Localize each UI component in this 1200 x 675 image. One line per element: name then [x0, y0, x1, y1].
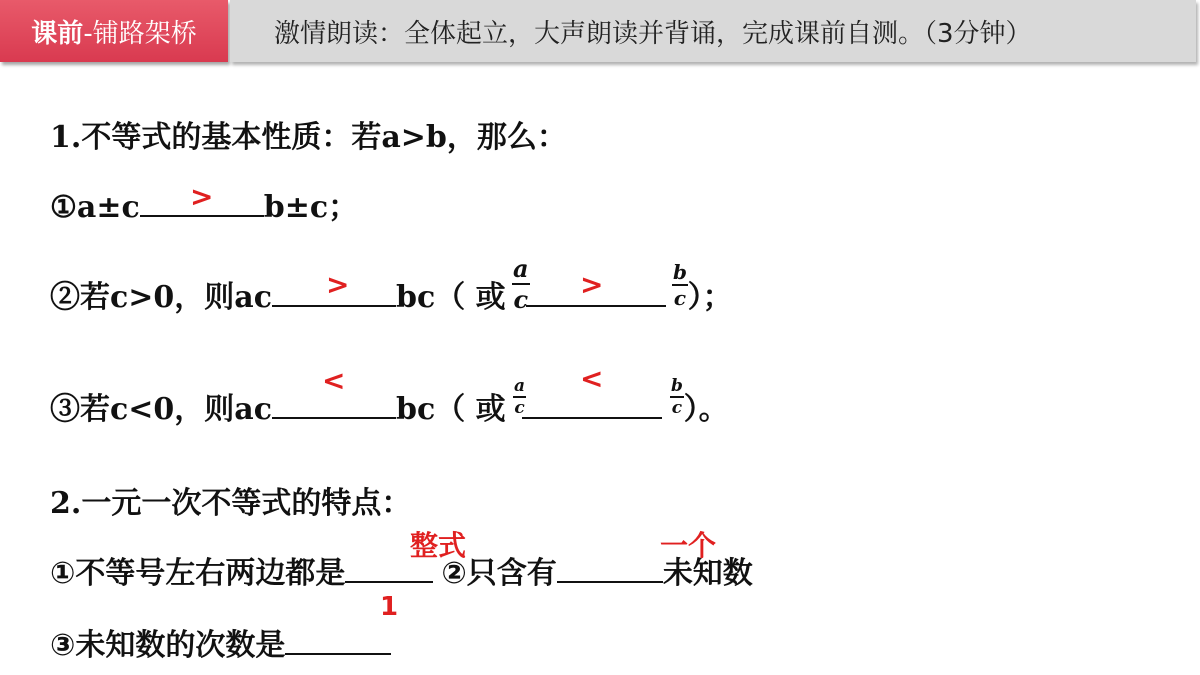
- item2-answer1: >: [326, 268, 350, 301]
- item3-frac-a: [513, 376, 526, 418]
- s2-item1-prefix: ①不等号左右两边都是: [50, 556, 346, 591]
- header-bar: [0, 0, 1196, 64]
- s2-item2-answer: 一个: [660, 529, 717, 562]
- item2-prefix: ②若c>0，则ac: [50, 280, 272, 315]
- instruction-text: 激情朗读：全体起立，大声朗读并背诵，完成课前自测。（3分钟）: [230, 0, 1196, 62]
- item2-answer2: >: [580, 268, 604, 301]
- item1-prefix: ①a±c: [50, 190, 140, 225]
- s2-item2-blank: [557, 551, 663, 583]
- s2-item3-blank: [285, 623, 391, 655]
- item3-line: [50, 384, 729, 428]
- s2-item1-answer: 整式: [410, 529, 467, 562]
- item3-answer1: <: [322, 364, 346, 397]
- tag-bold: 课前: [31, 18, 84, 49]
- frac-num: a: [513, 254, 529, 283]
- item2-frac-a: [512, 254, 530, 314]
- item3-end: ）。: [683, 392, 729, 427]
- frac-den: c: [671, 398, 683, 418]
- item1-suffix: b±c；: [263, 190, 359, 225]
- item3-frac-b: [670, 376, 684, 418]
- s2-item3-line: [50, 620, 391, 664]
- frac-num: b: [673, 260, 687, 284]
- item3-mid: bc（ 或: [395, 392, 506, 427]
- section-tag: [0, 0, 228, 62]
- item2-line: [50, 272, 733, 316]
- frac-num: b: [671, 376, 683, 396]
- item2-mid: bc（ 或: [395, 280, 506, 315]
- s2-item2-prefix: ②只含有: [441, 556, 557, 591]
- item3-answer2: <: [580, 362, 604, 395]
- section1-title: 1.不等式的基本性质：若a>b，那么：: [50, 120, 567, 155]
- frac-den: c: [514, 398, 525, 418]
- item2-frac-b: [672, 260, 688, 310]
- s2-item3-answer: 1: [380, 592, 399, 622]
- item3-prefix: ③若c<0，则ac: [50, 392, 272, 427]
- s2-item3-prefix: ③未知数的次数是: [50, 628, 286, 663]
- item1-answer: >: [190, 180, 214, 213]
- frac-num: a: [514, 376, 526, 396]
- item2-end: ）；: [687, 280, 733, 315]
- tag-rest: -铺路架桥: [83, 18, 197, 49]
- s2-item2-suffix: 未知数: [662, 556, 753, 591]
- s2-item1-line: [50, 548, 753, 592]
- frac-den: c: [673, 286, 687, 310]
- section2-title: 2.一元一次不等式的特点：: [50, 486, 412, 521]
- frac-den: c: [513, 285, 529, 314]
